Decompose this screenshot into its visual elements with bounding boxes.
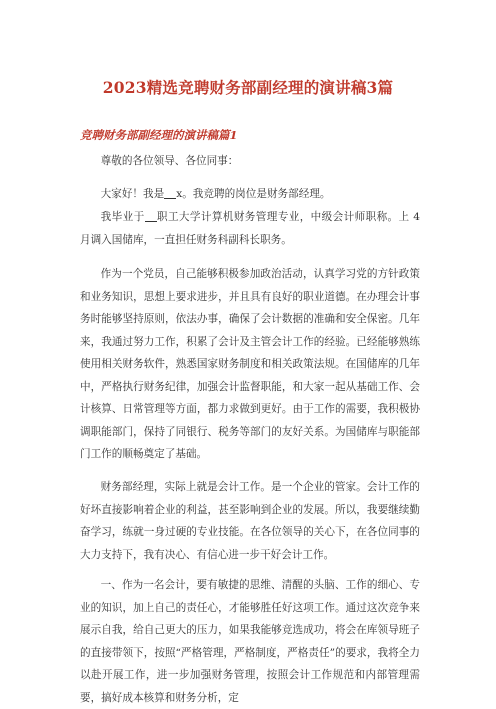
name-blank: [164, 186, 176, 199]
salutation-paragraph: [80, 150, 420, 173]
intro-paragraph: [80, 206, 420, 251]
body-paragraph-3: 一、作为一名会计，要有敏捷的思维、清醒的头脑、工作的细心、专业的知识，加上自己的责任心，才能够胜任好这项工作。通过这次竞争来展示自我，给自己更大的压力，如果我能够竞选成功，将会在库领导班子的直接带领下，按照“严格管理，严格制度，严格责任”的要求，我将全力以赴开展工作，进一步加强财务管理，按照会计工作规范和内部管理需要，搞好成本核算和财务分析，定: [80, 579, 420, 704]
document-title: 2023精选竞聘财务部副经理的演讲稿3篇: [102, 78, 394, 97]
greeting-blank-char: x: [176, 188, 183, 200]
section-heading: 竞聘财务部副经理的演讲稿篇1: [80, 128, 238, 142]
greeting-paragraph: [80, 183, 420, 206]
body-paragraph-2: 财务部经理，实际上就是会计工作。是一个企业的管家。会计工作的好坏直接影响着企业的利益，甚至影响到企业的发展。所以，我要继续勤奋学习，练就一身过硬的专业技能。在各位领导的关心下，在各位同事的大力支持下，我有决心、有信心进一步干好会计工作。: [80, 481, 420, 561]
body-paragraph-1: 作为一个党员，自己能够积极参加政治活动，认真学习党的方针政策和业务知识，思想上要求进步，并且具有良好的职业道德。在办理会计事务时能够坚持原则，依法办事，确保了会计数据的准确和安全保密。几年来，我通过努力工作，积累了会计及主管会计工作的经验。已经能够熟练使用相关财务软件，熟悉国家财务制度和相关政策法规。在国储库的几年中，严格执行财务纪律，加强会计监督职能，和大家一起从基础工作、会计核算、日常管理等方面，都力求做到更好。由于工作的需要，我积极协调职能部门，保持了同银行、税务等部门的友好关系。为国储库与职能部门工作的顺畅奠定了基础。: [80, 268, 420, 460]
intro-text-before: 我毕业于: [100, 211, 145, 223]
greeting-text-after: 。我竞聘的岗位是财务部经理。: [182, 188, 331, 200]
school-blank: [145, 209, 157, 222]
salutation-text: 尊敬的各位领导、各位同事：: [100, 155, 239, 167]
greeting-text-before: 大家好！我是: [100, 188, 165, 200]
intro-text-after: 职工大学计算机财务管理专业，中级会计师职称。上 4 月调入国储库，一直担任财务科副科长职务。: [80, 211, 420, 246]
